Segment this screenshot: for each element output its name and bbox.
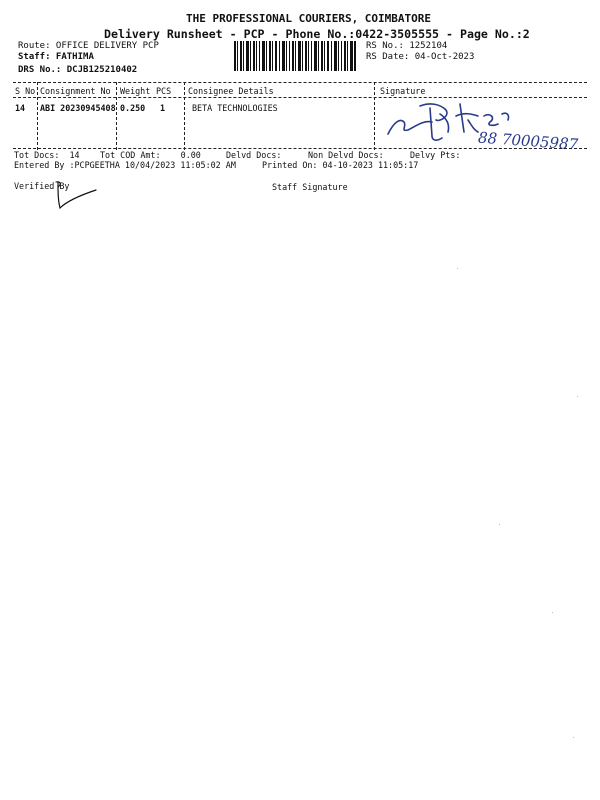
route-label: Route: OFFICE DELIVERY PCP — [18, 41, 159, 51]
tot-cod-amount: Tot COD Amt: 0.00 — [100, 150, 201, 160]
col-header-signature: Signature — [380, 86, 426, 96]
scan-speck — [499, 524, 500, 525]
company-title: THE PROFESSIONAL COURIERS, COIMBATORE — [186, 12, 432, 25]
handwritten-phone: 88 70005987 — [477, 128, 579, 154]
verified-by-label: Verified By — [14, 181, 70, 191]
scan-speck — [457, 268, 458, 269]
delivered-docs: Delvd Docs: — [226, 150, 282, 160]
table-top-rule — [13, 82, 587, 83]
entered-by: Entered By :PCPGEETHA 10/04/2023 11:05:02 AM — [14, 160, 236, 170]
row-sno: 14 — [15, 103, 26, 113]
scan-speck — [573, 737, 574, 738]
table-bottom-rule — [13, 148, 587, 149]
col-header-sno: S No — [15, 86, 36, 96]
col-divider — [184, 82, 185, 150]
scan-speck — [552, 612, 553, 613]
row-weight: 0.250 — [120, 103, 146, 113]
non-delivered-docs: Non Delvd Docs: — [308, 150, 384, 160]
runsheet-title: Delivery Runsheet - PCP - Phone No.:0422-3505555 - Page No.:2 — [104, 27, 530, 41]
rs-date: RS Date: 04-Oct-2023 — [366, 52, 475, 62]
delivery-points: Delvy Pts: — [410, 150, 461, 160]
barcode-image — [234, 41, 356, 71]
verified-signature — [52, 178, 102, 212]
row-pcs: 1 — [160, 103, 166, 113]
row-consignment-no: ABI 20230945408 — [40, 103, 116, 113]
col-header-consignee: Consignee Details — [188, 86, 274, 96]
col-divider — [37, 82, 38, 150]
col-header-pcs: PCS — [156, 86, 172, 96]
tot-docs: Tot Docs: 14 — [14, 150, 80, 160]
col-header-consignment: Consignment No — [40, 86, 111, 96]
drs-number: DRS No.: DCJB125210402 — [18, 65, 138, 75]
row-consignee: BETA TECHNOLOGIES — [192, 103, 278, 113]
staff-label: Staff: FATHIMA — [18, 52, 94, 62]
col-header-weight: Weight — [120, 86, 151, 96]
col-divider — [116, 82, 117, 150]
rs-number: RS No.: 1252104 — [366, 41, 448, 51]
printed-on: Printed On: 04-10-2023 11:05:17 — [262, 160, 419, 170]
col-divider — [374, 82, 375, 150]
scan-speck — [577, 396, 578, 397]
staff-signature-label: Staff Signature — [272, 182, 348, 192]
